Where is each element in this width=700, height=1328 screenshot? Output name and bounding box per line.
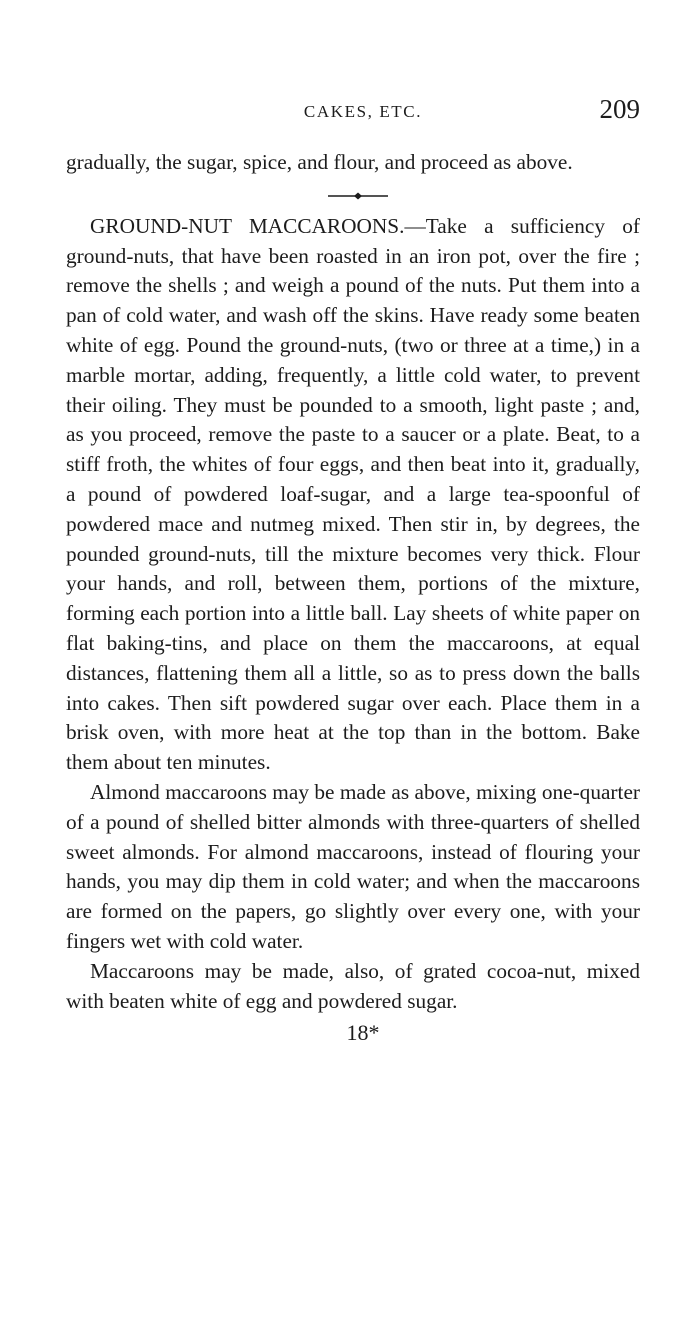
divider-ornament-icon <box>328 190 388 202</box>
page-body <box>66 148 640 1048</box>
recipe-body: —Take a sufficiency of ground-nuts, that have been roasted in an iron pot, over the fire ; remove the shells ; and weigh a pound of the nuts. Put them into a pan of cold water, and wash off the skins. Have ready some beaten white of egg. Pound the ground-nuts, (two or three at a time,) in a marble mortar, adding, frequently, a little cold water, to prevent their oiling. They must be pounded to a smooth, light paste ; and, as you proceed, remove the paste to a saucer or a plate. Beat, to a stiff froth, the whites of four eggs, and then beat into it, gradually, a pound of powdered loaf-sugar, and a large tea-spoonful of powdered mace and nutmeg mixed. Then stir in, by degrees, the pounded ground-nuts, till the mixture becomes very thick. Flour your hands, and roll, between them, portions of the mixture, forming each portion into a little ball. Lay sheets of white paper on flat baking-tins, and place on them the maccaroons, at equal distances, flattening them all a little, so as to press down the balls into cakes. Then sift powdered sugar over each. Place them in a brisk oven, with more heat at the top than in the bottom. Bake them about ten minutes. <box>66 213 640 775</box>
recipe-heading: GROUND-NUT MACCAROONS. <box>90 213 405 238</box>
section-divider <box>66 182 640 212</box>
running-head: CAKES, ETC. <box>303 102 423 121</box>
paragraph-almond: Almond maccaroons may be made as above, mixing one-quarter of a pound of shelled bitter almonds with three-quarters of shelled sweet almonds. For almond maccaroons, instead of flouring your hands, you may dip them in cold water; and when the maccaroons are formed on the papers, go slightly over every one, with your fingers wet with cold water. <box>66 779 640 953</box>
page-number: 209 <box>599 94 640 124</box>
paragraph-continuation: gradually, the sugar, spice, and flour, and proceed as above. <box>66 150 573 174</box>
page-header <box>66 94 640 128</box>
paragraph-cocoa-nut: Maccaroons may be made, also, of grated cocoa-nut, mixed with beaten white of egg and powdered sugar. <box>66 958 640 1013</box>
recipe-paragraph <box>66 212 640 778</box>
signature-mark: 18* <box>346 1020 380 1046</box>
